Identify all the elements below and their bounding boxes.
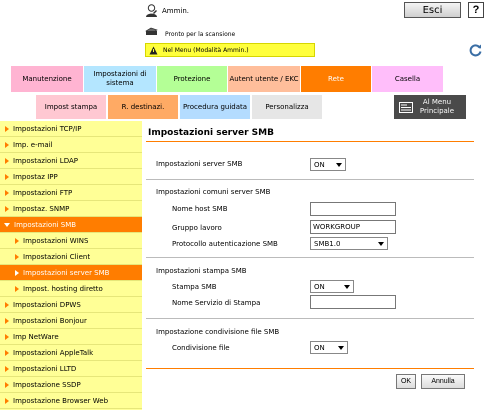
print-section-label: Impostazioni stampa SMB bbox=[156, 267, 247, 275]
section-divider bbox=[146, 318, 474, 319]
workgroup-label: Gruppo lavoro bbox=[172, 224, 222, 232]
logout-button[interactable]: Esci bbox=[404, 2, 461, 18]
sidebar-item-netware[interactable]: Imp NetWare bbox=[0, 329, 142, 345]
chevron-right-icon bbox=[5, 206, 9, 212]
sidebar-item-smb[interactable]: Impostazioni SMB bbox=[0, 217, 142, 233]
sidebar-item-direct-hosting[interactable]: Impost. hosting diretto bbox=[0, 281, 142, 297]
page-title: Impostazioni server SMB bbox=[148, 128, 274, 138]
warning-icon bbox=[149, 46, 158, 55]
refresh-button[interactable] bbox=[468, 43, 484, 59]
tab-protezione[interactable]: Protezione bbox=[157, 66, 227, 92]
auth-protocol-label: Protocollo autenticazione SMB bbox=[172, 240, 278, 248]
chevron-right-icon bbox=[5, 382, 9, 388]
user-label: Ammin. bbox=[162, 7, 190, 15]
sidebar-item-dpws[interactable]: Impostazioni DPWS bbox=[0, 297, 142, 313]
chevron-right-icon bbox=[5, 190, 9, 196]
header bbox=[0, 0, 500, 66]
tab-impost-stampa[interactable]: Impost stampa bbox=[36, 95, 106, 119]
menu-icon bbox=[399, 102, 413, 113]
admin-user-icon bbox=[145, 4, 158, 18]
chevron-down-icon bbox=[338, 346, 344, 350]
chevron-down-icon bbox=[344, 285, 350, 289]
file-share-label: Condivisione file bbox=[172, 344, 230, 352]
sidebar bbox=[0, 121, 142, 410]
chevron-right-icon bbox=[5, 318, 9, 324]
chevron-right-icon bbox=[5, 334, 9, 340]
scanner-status-icon bbox=[145, 27, 158, 37]
sidebar-item-snmp[interactable]: Impostaz. SNMP bbox=[0, 201, 142, 217]
sidebar-item-ftp[interactable]: Impostazioni FTP bbox=[0, 185, 142, 201]
chevron-right-icon bbox=[15, 270, 19, 276]
print-service-input[interactable] bbox=[310, 295, 396, 309]
admin-mode-text: Nel Menu (Modalità Ammin.) bbox=[163, 47, 249, 54]
tab-rete[interactable]: Rete bbox=[301, 66, 371, 92]
chevron-right-icon bbox=[5, 350, 9, 356]
chevron-down-icon bbox=[336, 163, 342, 167]
host-name-input[interactable] bbox=[310, 202, 396, 216]
chevron-down-icon bbox=[378, 242, 384, 246]
help-button[interactable]: ? bbox=[468, 2, 484, 18]
smb-print-select[interactable]: ON bbox=[310, 280, 354, 293]
sidebar-item-smb-server[interactable]: Impostazioni server SMB bbox=[0, 265, 142, 281]
sidebar-item-appletalk[interactable]: Impostazioni AppleTalk bbox=[0, 345, 142, 361]
share-section-label: Impostazione condivisione file SMB bbox=[156, 328, 280, 336]
tab-r-destinazi[interactable]: R. destinazi. bbox=[108, 95, 178, 119]
bottom-divider bbox=[146, 368, 474, 369]
main-menu-button[interactable] bbox=[394, 95, 466, 119]
chevron-right-icon bbox=[5, 398, 9, 404]
sidebar-item-email[interactable]: Imp. e-mail bbox=[0, 137, 142, 153]
chevron-right-icon bbox=[5, 158, 9, 164]
sidebar-item-client[interactable]: Impostazioni Client bbox=[0, 249, 142, 265]
section-divider bbox=[146, 257, 474, 258]
chevron-right-icon bbox=[15, 286, 19, 292]
tab-manutenzione[interactable]: Manutenzione bbox=[11, 66, 83, 92]
chevron-right-icon bbox=[5, 302, 9, 308]
refresh-icon bbox=[469, 43, 483, 60]
sidebar-item-ldap[interactable]: Impostazioni LDAP bbox=[0, 153, 142, 169]
sidebar-item-web-browser[interactable]: Impostazione Browser Web bbox=[0, 393, 142, 409]
smb-server-select[interactable]: ON bbox=[310, 158, 346, 171]
workgroup-input[interactable]: WORKGROUP bbox=[310, 220, 396, 234]
main-panel bbox=[142, 121, 500, 410]
file-share-select[interactable]: ON bbox=[310, 341, 348, 354]
sidebar-item-bonjour[interactable]: Impostazioni Bonjour bbox=[0, 313, 142, 329]
sidebar-item-lltd[interactable]: Impostazioni LLTD bbox=[0, 361, 142, 377]
smb-print-label: Stampa SMB bbox=[172, 283, 217, 291]
print-service-label: Nome Servizio di Stampa bbox=[172, 299, 261, 307]
sidebar-item-tcpip[interactable]: Impostazioni TCP/IP bbox=[0, 121, 142, 137]
ok-button[interactable]: OK bbox=[396, 374, 416, 389]
section-divider bbox=[146, 179, 474, 180]
chevron-right-icon bbox=[5, 366, 9, 372]
sidebar-item-ssdp[interactable]: Impostazione SSDP bbox=[0, 377, 142, 393]
smb-server-label: Impostazioni server SMB bbox=[156, 160, 243, 168]
chevron-right-icon bbox=[5, 142, 9, 148]
title-divider bbox=[146, 141, 474, 142]
chevron-right-icon bbox=[5, 174, 9, 180]
chevron-right-icon bbox=[15, 238, 19, 244]
sidebar-item-ipp[interactable]: Impostaz IPP bbox=[0, 169, 142, 185]
chevron-down-icon bbox=[4, 223, 10, 227]
cancel-button[interactable]: Annulla bbox=[421, 374, 465, 389]
sidebar-item-wins[interactable]: Impostazioni WINS bbox=[0, 233, 142, 249]
main-menu-label: Al Menu Principale bbox=[419, 98, 455, 115]
chevron-right-icon bbox=[15, 254, 19, 260]
auth-protocol-select[interactable]: SMB1.0 bbox=[310, 237, 388, 250]
common-section-label: Impostazioni comuni server SMB bbox=[156, 188, 271, 196]
tab-personalizza[interactable]: Personalizza bbox=[252, 95, 322, 119]
tab-procedura-guidata[interactable]: Procedura guidata bbox=[180, 95, 250, 119]
device-status-text: Pronto per la scansione bbox=[165, 31, 236, 38]
host-name-label: Nome host SMB bbox=[172, 205, 228, 213]
tab-impostazioni-sistema[interactable]: Impostazioni di sistema bbox=[84, 66, 156, 92]
tab-casella[interactable]: Casella bbox=[372, 66, 443, 92]
admin-mode-bar bbox=[145, 43, 315, 57]
chevron-right-icon bbox=[5, 126, 9, 132]
tab-autent-utente[interactable]: Autent utente / EKC bbox=[228, 66, 300, 92]
